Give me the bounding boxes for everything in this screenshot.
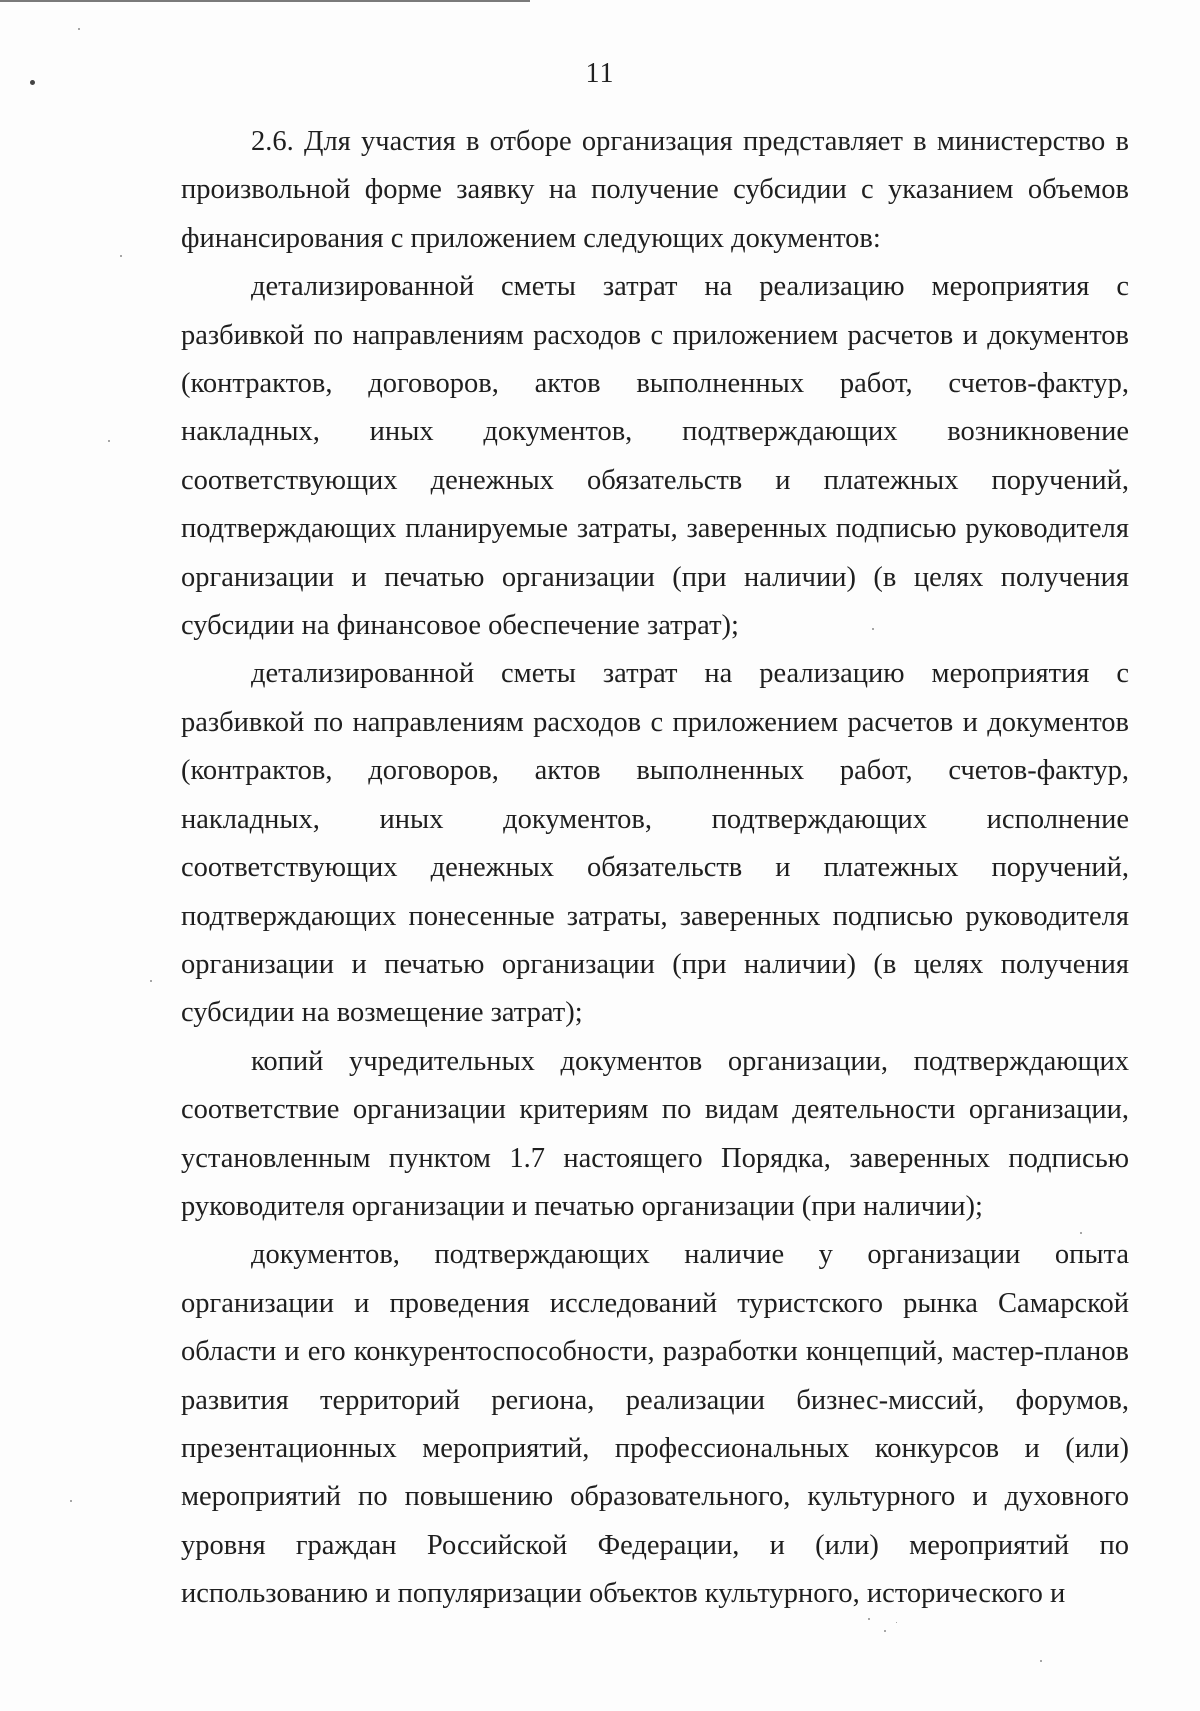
scan-speck [78,28,80,30]
paragraph-estimate-reimbursement: детализированной сметы затрат на реализацию мероприятия с разбивкой по направлениям расходов с приложением расчетов и документов (контрактов, договоров, актов выполненных работ, счетов-фактур, накладных, иных документов, подтверждающих исполнение соответствующих денежных обязательств и платежных поручений, подтверждающих понесенные затраты, заверенных подписью руководителя организации и печатью организации (при наличии) (в целях получения субсидии на возмещение затрат); [181,658,1129,1029]
scan-speck [1080,1232,1082,1234]
page-number: 11 [585,58,615,89]
scan-speck [70,1500,72,1502]
scan-speck [872,628,874,630]
scan-speck [120,255,122,257]
paragraph-experience-documents: документов, подтверждающих наличие у организации опыта организации и проведения исследований туристского рынка Самарской области и его конкурентоспособности, разработки концепций, мастер-планов развития территорий региона, реализации бизнес-миссий, форумов, презентационных мероприятий, профессиональных конкурсов и (или) мероприятий по повышению образовательного, культурного и духовного уровня граждан Российской Федерации, и (или) мероприятий по использованию и популяризации объектов культурного, исторического и [181,1239,1129,1610]
scan-speck [1040,1660,1042,1662]
scan-speck [884,1630,886,1632]
scan-edge-line [0,0,530,2]
scan-speck [150,980,152,982]
scan-speck [868,1618,870,1620]
paragraph-2-6-intro: 2.6. Для участия в отборе организация представляет в министерство в произвольной форме заявку на получение субсидии с указанием объемов финансирования с приложением следующих документов: [181,126,1129,254]
paragraph-founding-documents: копий учредительных документов организации, подтверждающих соответствие организации критериям по видам деятельности организации, установленным пунктом 1.7 настоящего Порядка, заверенных подписью руководителя организации и печатью организации (при наличии); [181,1045,1129,1222]
scan-speck [30,80,35,85]
scan-speck [896,1622,897,1623]
paragraph-estimate-financing: детализированной сметы затрат на реализацию мероприятия с разбивкой по направлениям расходов с приложением расчетов и документов (контрактов, договоров, актов выполненных работ, счетов-фактур, накладных, иных документов, подтверждающих возникновение соответствующих денежных обязательств и платежных поручений, подтверждающих планируемые затраты, заверенных подписью руководителя организации и печатью организации (при наличии) (в целях получения субсидии на финансовое обеспечение затрат); [181,271,1129,642]
document-body [181,118,1129,1619]
scan-speck [108,440,110,442]
